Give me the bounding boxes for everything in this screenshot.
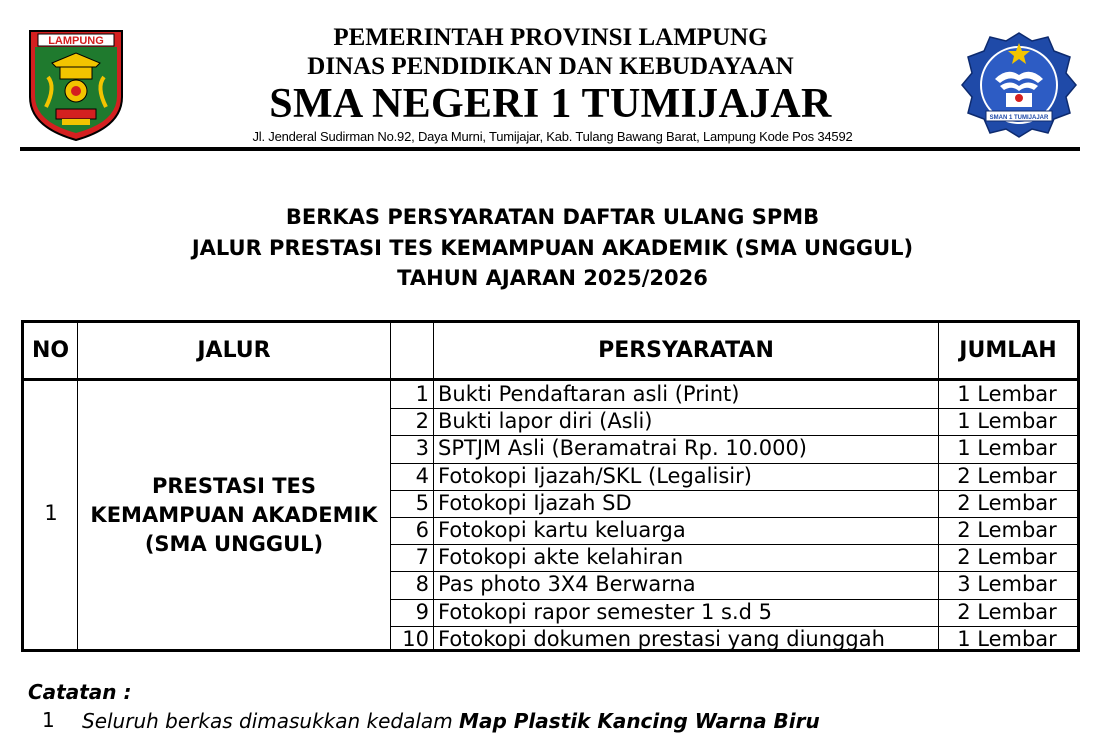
requirement-item: SPTJM Asli (Beramatrai Rp. 10.000) xyxy=(438,436,807,461)
item-number: 2 xyxy=(415,409,429,434)
requirement-quantity: 1 Lembar xyxy=(957,436,1057,461)
header-jumlah: JUMLAH xyxy=(959,338,1057,363)
requirement-quantity: 2 Lembar xyxy=(957,545,1057,570)
requirement-item: Pas photo 3X4 Berwarna xyxy=(438,572,696,597)
item-number: 3 xyxy=(415,436,429,461)
requirement-item: Fotokopi Ijazah/SKL (Legalisir) xyxy=(438,463,752,488)
letterhead-department: DINAS PENDIDIKAN DAN KEBUDAYAAN xyxy=(307,53,794,80)
requirement-quantity: 2 Lembar xyxy=(957,599,1057,624)
requirement-item: Fotokopi kartu keluarga xyxy=(438,518,686,542)
requirement-item: Bukti Pendaftaran asli (Print) xyxy=(438,382,740,406)
row-number: 1 xyxy=(44,501,58,525)
school-logo-text: SMAN 1 TUMIJAJAR xyxy=(989,115,1049,121)
requirements-table xyxy=(21,320,1080,652)
requirement-item: Fotokopi Ijazah SD xyxy=(438,490,632,515)
jalur-cell xyxy=(78,472,390,559)
requirement-quantity: 2 Lembar xyxy=(957,490,1057,515)
jalur-line: KEMAMPUAN AKADEMIK xyxy=(90,503,378,527)
notes-heading: Catatan : xyxy=(28,680,132,704)
item-number: 7 xyxy=(415,545,429,570)
requirement-quantity: 1 Lembar xyxy=(957,409,1057,434)
item-number: 1 xyxy=(415,382,429,406)
note-text xyxy=(82,709,820,733)
requirement-quantity: 2 Lembar xyxy=(957,463,1057,488)
document-title: BERKAS PERSYARATAN DAFTAR ULANG SPMB xyxy=(285,205,820,229)
letterhead-government: PEMERINTAH PROVINSI LAMPUNG xyxy=(333,24,768,51)
note-text-plain: Seluruh berkas dimasukkan kedalam xyxy=(82,709,453,733)
note-text-emphasis: Map Plastik Kancing Warna Biru xyxy=(459,709,820,733)
header-persyaratan: PERSYARATAN xyxy=(598,338,774,363)
header-jalur: JALUR xyxy=(197,338,271,363)
item-number: 8 xyxy=(415,572,429,597)
item-number: 9 xyxy=(415,599,429,624)
requirement-quantity: 1 Lembar xyxy=(957,382,1057,406)
item-number: 4 xyxy=(415,463,429,488)
letterhead-school-name: SMA NEGERI 1 TUMIJAJAR xyxy=(269,81,832,127)
requirement-quantity: 3 Lembar xyxy=(957,572,1057,597)
requirement-item: Fotokopi rapor semester 1 s.d 5 xyxy=(438,599,773,624)
tut-wuri-handayani-logo xyxy=(960,31,1078,139)
requirement-quantity: 1 Lembar xyxy=(957,626,1057,651)
lampung-logo-text: LAMPUNG xyxy=(48,35,104,47)
item-number: 10 xyxy=(402,626,429,651)
requirement-quantity: 2 Lembar xyxy=(957,518,1057,542)
item-number: 5 xyxy=(415,490,429,515)
academic-year: TAHUN AJARAN 2025/2026 xyxy=(397,266,708,290)
requirement-item: Fotokopi dokumen prestasi yang diunggah xyxy=(438,626,885,651)
document-subtitle: JALUR PRESTASI TES KEMAMPUAN AKADEMIK (SMA UNGGUL) xyxy=(191,236,914,260)
jalur-line: PRESTASI TES xyxy=(151,474,317,498)
letterhead-divider xyxy=(20,147,1080,151)
requirement-item: Fotokopi akte kelahiran xyxy=(438,545,684,570)
letterhead-address: Jl. Jenderal Sudirman No.92, Daya Murni, Tumijajar, Kab. Tulang Bawang Barat, Lampung Kode Pos 34592 xyxy=(252,129,853,144)
requirement-item: Bukti lapor diri (Asli) xyxy=(438,409,653,434)
header-no: NO xyxy=(31,338,70,363)
note-number: 1 xyxy=(42,708,55,732)
jalur-line: (SMA UNGGUL) xyxy=(144,532,324,556)
item-number: 6 xyxy=(415,518,429,542)
